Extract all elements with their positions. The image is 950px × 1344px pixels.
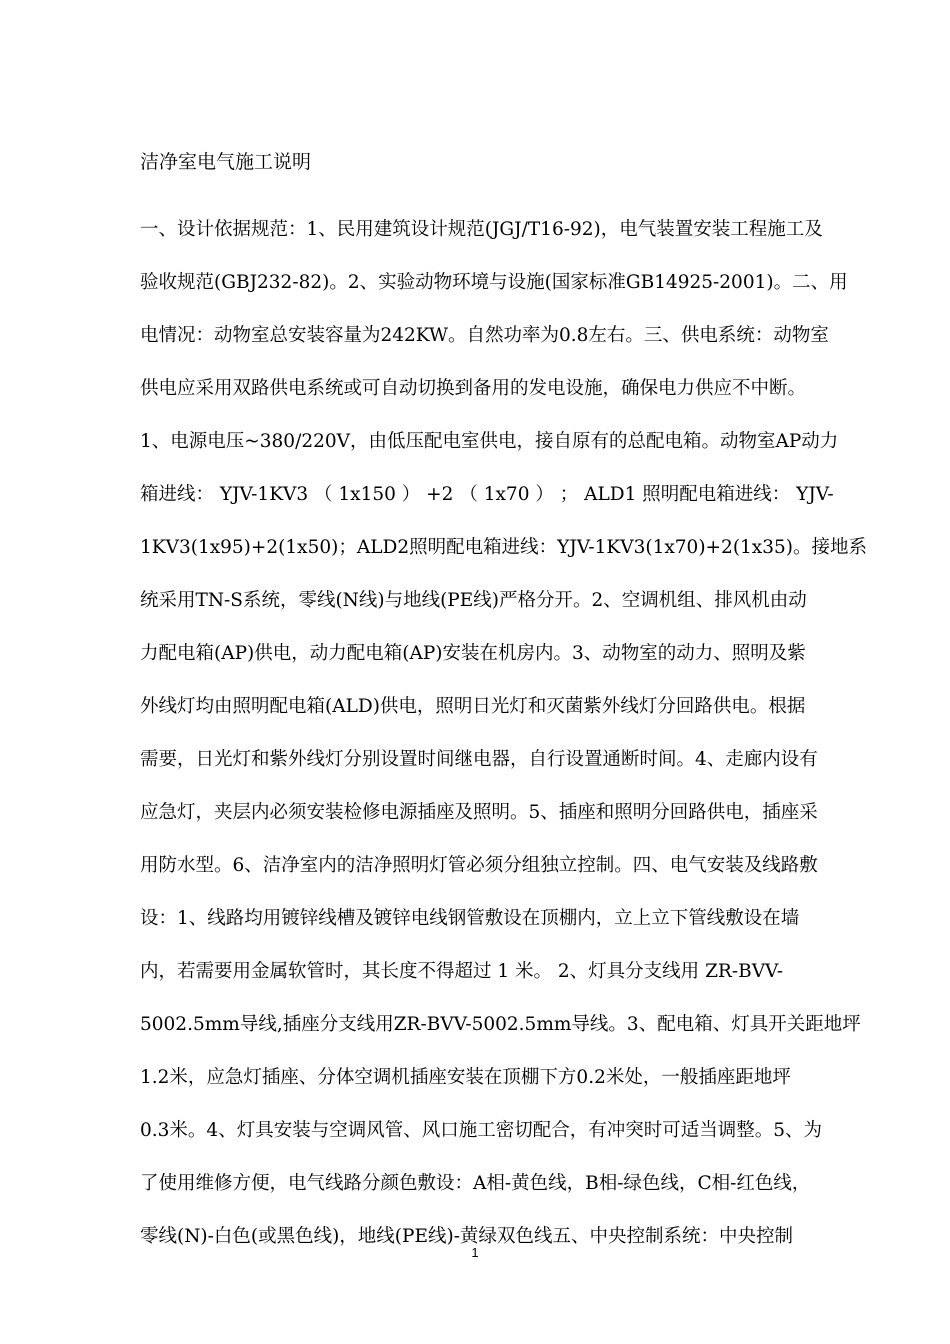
body-line-20: 零线(N)-白色(或黑色线)，地线(PE线)-黄绿双色线五、中央控制系统：中央控制 [140, 1225, 793, 1247]
body-line-5: 1、电源电压~380/220V，由低压配电室供电，接自原有的总配电箱。动物室AP动力 [140, 430, 839, 452]
document-body [140, 216, 867, 1276]
body-line-6: 箱进线： YJV-1KV3 （ 1x150 ） +2 （ 1x70 ） ； ALD1 照明配电箱进线： YJV- [140, 483, 834, 505]
page-number: 1 [471, 1245, 479, 1260]
body-line-17: 1.2米，应急灯插座、分体空调机插座安装在顶棚下方0.2米处，一般插座距地坪 [140, 1066, 791, 1088]
body-line-1: 一、设计依据规范：1、民用建筑设计规范(JGJ/T16-92)，电气装置安装工程施工及 [140, 219, 823, 240]
body-line-13: 用防水型。6、洁净室内的洁净照明灯管必须分组独立控制。四、电气安装及线路敷 [140, 854, 818, 876]
body-line-9: 力配电箱(AP)供电，动力配电箱(AP)安装在机房内。3、动物室的动力、照明及紫 [140, 642, 806, 664]
body-line-11: 需要，日光灯和紫外线灯分别设置时间继电器，自行设置通断时间。4、走廊内设有 [140, 748, 818, 770]
body-line-4: 供电应采用双路供电系统或可自动切换到备用的发电设施，确保电力供应不中断。 [140, 377, 807, 399]
body-line-7: 1KV3(1x95)+2(1x50)；ALD2照明配电箱进线：YJV-1KV3(1x70)+2(1x35)。接地系 [140, 536, 867, 558]
body-line-8: 统采用TN-S系统，零线(N线)与地线(PE线)严格分开。2、空调机组、排风机由动 [140, 589, 807, 611]
body-line-16: 5002.5mm导线,插座分支线用ZR-BVV-5002.5mm导线。3、配电箱、灯具开关距地坪 [140, 1013, 861, 1035]
body-line-12: 应急灯，夹层内必须安装检修电源插座及照明。5、插座和照明分回路供电，插座采 [140, 801, 818, 823]
body-line-18: 0.3米。4、灯具安装与空调风管、风口施工密切配合，有冲突时可适当调整。5、为 [140, 1119, 822, 1141]
body-line-19: 了使用维修方便，电气线路分颜色敷设：A相-黄色线，B相-绿色线，C相-红色线， [140, 1172, 811, 1194]
body-line-3: 电情况：动物室总安装容量为242KW。自然功率为0.8左右。三、供电系统：动物室 [140, 324, 829, 346]
document-title: 洁净室电气施工说明 [140, 151, 312, 173]
body-line-10: 外线灯均由照明配电箱(ALD)供电，照明日光灯和灭菌紫外线灯分回路供电。根据 [140, 695, 806, 717]
body-line-14: 设：1、线路均用镀锌线槽及镀锌电线钢管敷设在顶棚内，立上立下管线敷设在墙 [140, 907, 800, 929]
body-line-2: 验收规范(GBJ232-82)。2、实验动物环境与设施(国家标准GB14925-2001)。二、用 [140, 271, 848, 293]
body-line-15: 内，若需要用金属软管时，其长度不得超过 1 米。 2、灯具分支线用 ZR-BVV- [140, 960, 783, 982]
